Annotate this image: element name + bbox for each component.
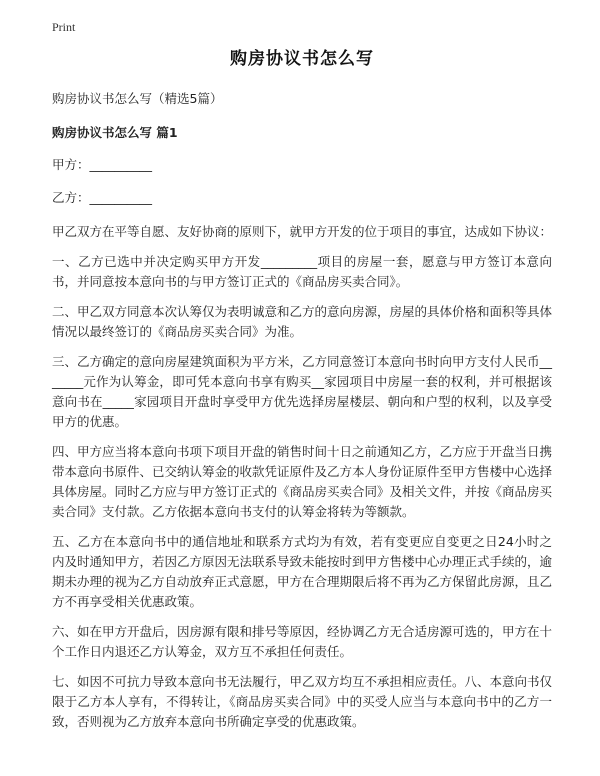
paragraph-clause-3: 三、乙方确定的意向房屋建筑面积为平方米，乙方同意签订本意向书时向甲方支付人民币_______元作为认筹金，即可凭本意向书享有购买__家园项目中房屋一套的权利，并可根据该意向书在_____家园项目开盘时享受甲方优先选择房屋楼层、朝向和户型的权利，以及享受甲方的优惠。 <box>52 354 553 429</box>
section-heading: 购房协议书怎么写 篇1 <box>52 125 178 140</box>
paragraph-clause-1: 一、乙方已选中并决定购买甲方开发_________项目的房屋一套，愿意与甲方签订本意向书，并同意按本意向书的与甲方签订正式的《商品房买卖合同》。 <box>52 254 552 289</box>
paragraph-intro: 甲乙双方在平等自愿、友好协商的原则下，就甲方开发的位于项目的事宜，达成如下协议： <box>52 224 553 239</box>
document-subtitle: 购房协议书怎么写（精选5篇） <box>52 91 223 106</box>
print-link[interactable]: Print <box>52 20 76 34</box>
party-b-field: 乙方：__________ <box>52 190 153 205</box>
paragraph-clause-6: 六、如在甲方开盘后，因房源有限和排号等原因，经协调乙方无合适房源可选的，甲方在十个工作日内退还乙方认筹金，双方互不承担任何责任。 <box>52 624 553 659</box>
paragraph-clause-5: 五、乙方在本意向书中的通信地址和联系方式均为有效，若有变更应自变更之日24小时之内及时通知甲方，若因乙方原因无法联系导致未能按时到甲方售楼中心办理正式手续的，逾期未办理的视为乙方自动放弃正式意愿，甲方在合理期限后将不再为乙方保留此房源，且乙方不再享受相关优惠政策。 <box>52 534 553 609</box>
document-body <box>52 48 552 742</box>
paragraph-clause-7-8: 七、如因不可抗力导致本意向书无法履行，甲乙双方均互不承担相应责任。八、本意向书仅限于乙方本人享有，不得转让，《商品房买卖合同》中的买受人应当与本意向书中的乙方一致，否则视为乙方放弃本意向书所确定享受的优惠政策。 <box>52 674 553 729</box>
party-a-field: 甲方：__________ <box>52 157 153 172</box>
paragraph-clause-2: 二、甲乙双方同意本次认筹仅为表明诚意和乙方的意向房源，房屋的具体价格和面积等具体情况以最终签订的《商品房买卖合同》为准。 <box>52 304 553 339</box>
paragraph-clause-4: 四、甲方应当将本意向书项下项目开盘的销售时间十日之前通知乙方，乙方应于开盘当日携带本意向书原件、已交纳认筹金的收款凭证原件及乙方本人身份证原件至甲方售楼中心选择具体房屋。同时乙方应与甲方签订正式的《商品房买卖合同》及相关文件，并按《商品房买卖合同》支付款。乙方依据本意向书支付的认筹金将转为等额款。 <box>52 444 553 519</box>
document-title: 购房协议书怎么写 <box>230 49 374 69</box>
